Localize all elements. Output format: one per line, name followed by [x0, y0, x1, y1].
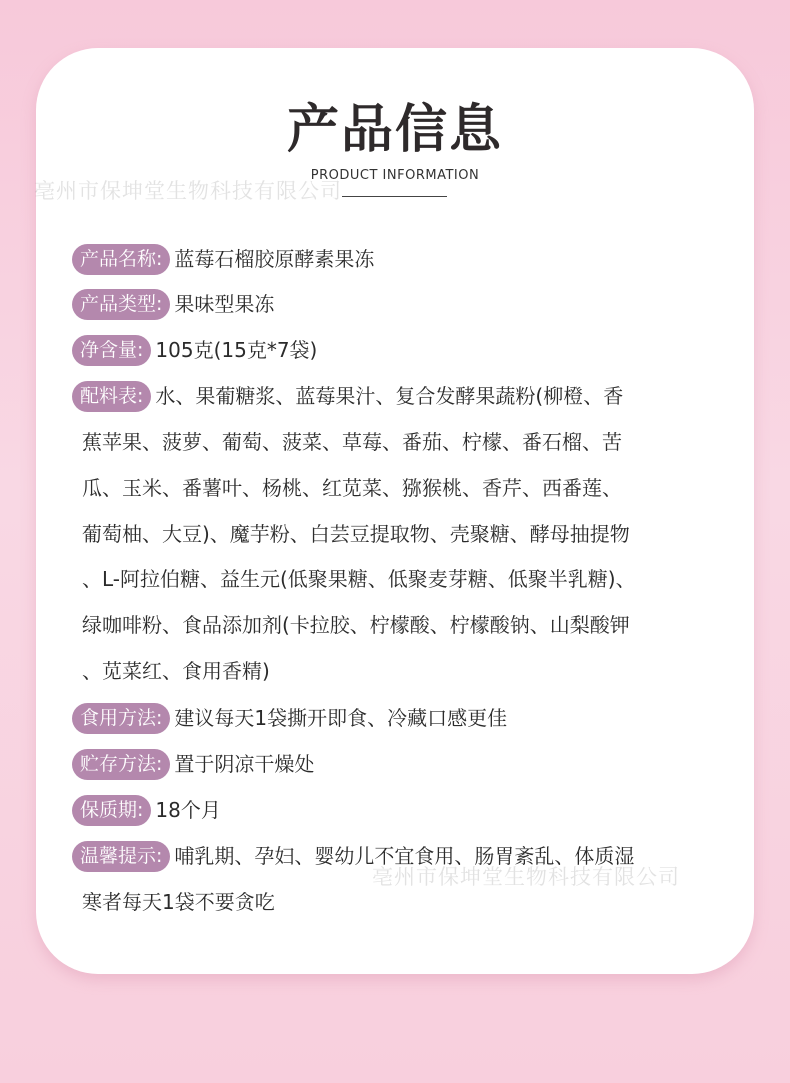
field-net-content: [72, 327, 732, 373]
field-label: 贮存方法:: [72, 749, 170, 780]
field-product-name: [72, 236, 732, 282]
field-ingredients: [72, 373, 732, 419]
ingredients-line: 葡萄柚、大豆)、魔芋粉、白芸豆提取物、壳聚糖、酵母抽提物: [82, 522, 630, 546]
watermark-top: 亳州市保坤堂生物科技有限公司: [34, 179, 342, 203]
subtitle-underline: [342, 196, 447, 197]
ingredients-line: 、L-阿拉伯糖、益生元(低聚果糖、低聚麦芽糖、低聚半乳糖)、: [82, 567, 636, 591]
field-usage: [72, 695, 732, 741]
field-value: 蓝莓石榴胶原酵素果冻: [174, 247, 375, 271]
field-value: 哺乳期、孕妇、婴幼儿不宜食用、肠胃紊乱、体质湿: [174, 844, 635, 868]
watermark-bottom: 亳州市保坤堂生物科技有限公司: [372, 865, 680, 889]
field-shelf-life: [72, 787, 732, 833]
field-label: 配料表:: [72, 381, 151, 412]
field-label: 温馨提示:: [72, 841, 170, 872]
field-value: 果味型果冻: [174, 292, 275, 316]
ingredients-line: 绿咖啡粉、食品添加剂(卡拉胶、柠檬酸、柠檬酸钠、山梨酸钾: [82, 613, 630, 637]
field-label: 净含量:: [72, 335, 151, 366]
field-value: 水、果葡糖浆、蓝莓果汁、复合发酵果蔬粉(柳橙、香: [155, 384, 624, 408]
field-label: 食用方法:: [72, 703, 170, 734]
field-value: 105克(15克*7袋): [155, 338, 318, 362]
tips-line: 寒者每天1袋不要贪吃: [82, 890, 275, 914]
field-label: 产品名称:: [72, 244, 170, 275]
field-storage: [72, 741, 732, 787]
field-product-type: [72, 281, 732, 327]
ingredients-line: 蕉苹果、菠萝、葡萄、菠菜、草莓、番茄、柠檬、番石榴、苦: [82, 430, 622, 454]
field-value: 置于阴凉干燥处: [174, 752, 315, 776]
ingredients-line: 、苋菜红、食用香精): [82, 659, 270, 683]
page-title: 产品信息: [286, 100, 503, 160]
field-value: 18个月: [155, 798, 221, 822]
field-label: 保质期:: [72, 795, 151, 826]
field-value: 建议每天1袋撕开即食、冷藏口感更佳: [174, 706, 508, 730]
page-subtitle: PRODUCT INFORMATION: [310, 168, 480, 183]
field-label: 产品类型:: [72, 289, 170, 320]
ingredients-line: 瓜、玉米、番薯叶、杨桃、红苋菜、猕猴桃、香芹、西番莲、: [82, 476, 622, 500]
